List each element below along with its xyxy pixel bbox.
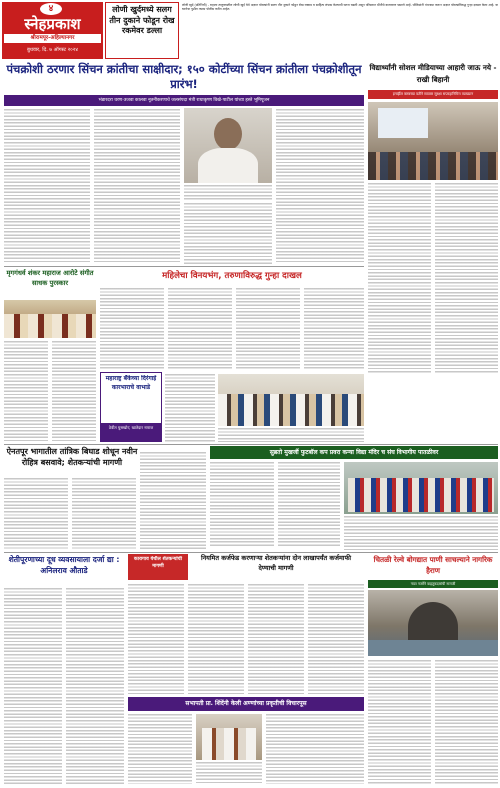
page-number-badge: ४ [40, 3, 62, 15]
lead-text-col-2 [94, 109, 180, 264]
masthead-title: स्नेहप्रकाश [24, 15, 81, 33]
loan-text-col-4 [308, 584, 364, 694]
tunnel-banner: नवत नजर्रेने वाहतूकदारांची नाराजी [368, 580, 498, 588]
football-text-col-2 [278, 462, 340, 548]
lead-headline: पंचक्रोशी ठरणार सिंचन क्रांतीचा साक्षीदार; १५० कोटींच्या सिंचन क्रांतीला पंचक्रोशीतून प्रारंभ! [6, 62, 362, 91]
loan-box-label: कारागाव येथील शेतकऱ्यांची मागणी [134, 557, 182, 569]
milk-text-col-2 [66, 588, 124, 784]
milk-text-col-1 [4, 588, 62, 784]
portrait-body [198, 148, 258, 183]
visit-text-col-2 [266, 714, 364, 784]
football-banner [210, 446, 498, 459]
right-top-photo [368, 102, 498, 180]
audience-row [368, 152, 498, 180]
bank-text [165, 374, 215, 442]
football-text-col-1 [210, 462, 274, 548]
lead-text-col-3 [184, 203, 272, 264]
molestation-text-col-4 [304, 288, 364, 370]
bank-banner: ठेवीत घुसखोर; खातेदार नाराज [101, 423, 161, 441]
tunnel-text-col-1 [368, 660, 431, 784]
divider [4, 552, 498, 553]
bank-photo-caption [218, 428, 364, 442]
bank-photo [218, 374, 364, 426]
loan-text-col-3 [248, 584, 304, 694]
molestation-text-col-2 [168, 288, 232, 370]
date-line: बुधवार, दि. ७ ऑगस्ट २०२४ [27, 47, 78, 53]
lead-photo-caption [184, 185, 272, 201]
top-brief: लोणी खुर्द (प्रतिनिधी) - राहाता तालुक्यातील लोणी खुर्द येथे अज्ञात चोरट्यांनी सलग तीन दुकाने फोडून रोख रक्कम व साहित्य लंपास केल्याची घटना घडली असून परिसरात भीतीचे वातावरण पसरले आहे. पोलिसांनी पंचनामा करून अज्ञात चोरट्यांविरुद्ध गुन्हा दाखल केला आहे. या घटनेचा पुढील तपास पोलीस करीत आहेत. [182, 3, 498, 11]
football-team-photo [344, 462, 498, 514]
bank-box [100, 372, 162, 442]
award-people [4, 314, 96, 338]
molestation-text-col-1 [100, 288, 164, 370]
masthead [2, 2, 103, 59]
transformer-headline: ऐनतपूर भागातील तांत्रिक बिघाड शोधून नवीन रोहित्र बसवावे; शेतकऱ्यांची मागणी [6, 447, 138, 467]
loan-text-col-2 [188, 584, 244, 694]
divider [4, 266, 364, 267]
molestation-text-col-3 [236, 288, 300, 370]
masthead-subtitle: श्रीरामपूर-अहिल्यानगर [4, 34, 101, 43]
tunnel-text-col-2 [435, 660, 498, 784]
visit-photo [196, 714, 262, 760]
team-players [348, 478, 494, 512]
visit-headline: सभापती प्रा. शिंदेंनी केली अण्णांच्या प्रकृतीची विचारपूस [185, 700, 307, 707]
transformer-text-col-3 [140, 452, 206, 550]
loan-headline: नियमित कर्जफेड करणाऱ्या शेतकऱ्यांना दोन लाखापर्यंत कर्जमाफी देण्याची मागणी [200, 554, 352, 572]
football-headline: सुब्रतो मुखर्जी फुटबॉल कप प्रवरा कन्या विद्या मंदिर च संघ विभागीय पातळीवर [269, 449, 439, 456]
tunnel-photo [368, 590, 498, 656]
screen-board [378, 108, 428, 138]
loan-text-col-1 [128, 584, 184, 694]
portrait-head [214, 118, 242, 150]
award-text-col-1 [4, 341, 48, 441]
visit-people [202, 728, 256, 760]
bank-crowd [218, 394, 364, 426]
visit-banner [128, 697, 364, 711]
tunnel-arch [408, 602, 458, 642]
award-text-col-2 [52, 341, 96, 441]
loan-box [128, 554, 188, 580]
right-top-banner: इनर्व्हील क्लबच्या वतीने सायबर सुरक्षा सप्ताहानिमित्त व्याख्यान [368, 90, 498, 99]
teaser-headline: लोणी खुर्दमध्ये सलग तीन दुकाने फोडून रोख रकमेवर डल्ला [109, 5, 175, 35]
award-headline: मृगगंधर्व शंकर महाराज आरोटे संगीत साधक पुरस्कार [6, 269, 94, 287]
divider [4, 444, 498, 445]
lead-text-col-1 [4, 109, 90, 264]
transformer-text-col-1 [4, 478, 68, 550]
right-top-text-col-2 [435, 183, 498, 373]
lead-text-col-4 [276, 109, 364, 264]
right-top-text-col-1 [368, 183, 431, 373]
visit-text-col-1 [128, 714, 192, 784]
tunnel-water [368, 640, 498, 656]
lead-photo-minister [184, 108, 272, 183]
right-top-headline: विद्यार्थ्यांनी सोशल मीडियाच्या आहारी जाऊ नये - राखी बिहानी [369, 63, 497, 84]
bank-headline: महाराष्ट्र बँकेच्या दिरंगाई कारभाराचे वाभाडे [105, 375, 157, 391]
award-photo [4, 300, 96, 338]
molestation-headline: महिलेचा विनयभंग, तरुणाविरुद्ध गुन्हा दाखल [162, 271, 302, 281]
football-photo-caption [344, 516, 498, 550]
transformer-text-col-2 [72, 478, 136, 550]
milk-headline: शेतीपूरणाच्या दूध व्यवसायाला दर्जा द्या : अनिलराव औताडे [8, 555, 120, 575]
tunnel-headline: चितळी रेल्वे बोगद्यात पाणी साचल्याने नागरिक हैराण [373, 555, 493, 575]
lead-banner: भंडारदरा धरण-उजवा कालवा नूतनीकरणाचे जलसंपदा मंत्री राधाकृष्ण विखे-पाटील यांच्या हस्ते भूमिपूजन [4, 95, 364, 106]
visit-photo-caption [196, 762, 262, 784]
teaser-box [105, 2, 179, 59]
